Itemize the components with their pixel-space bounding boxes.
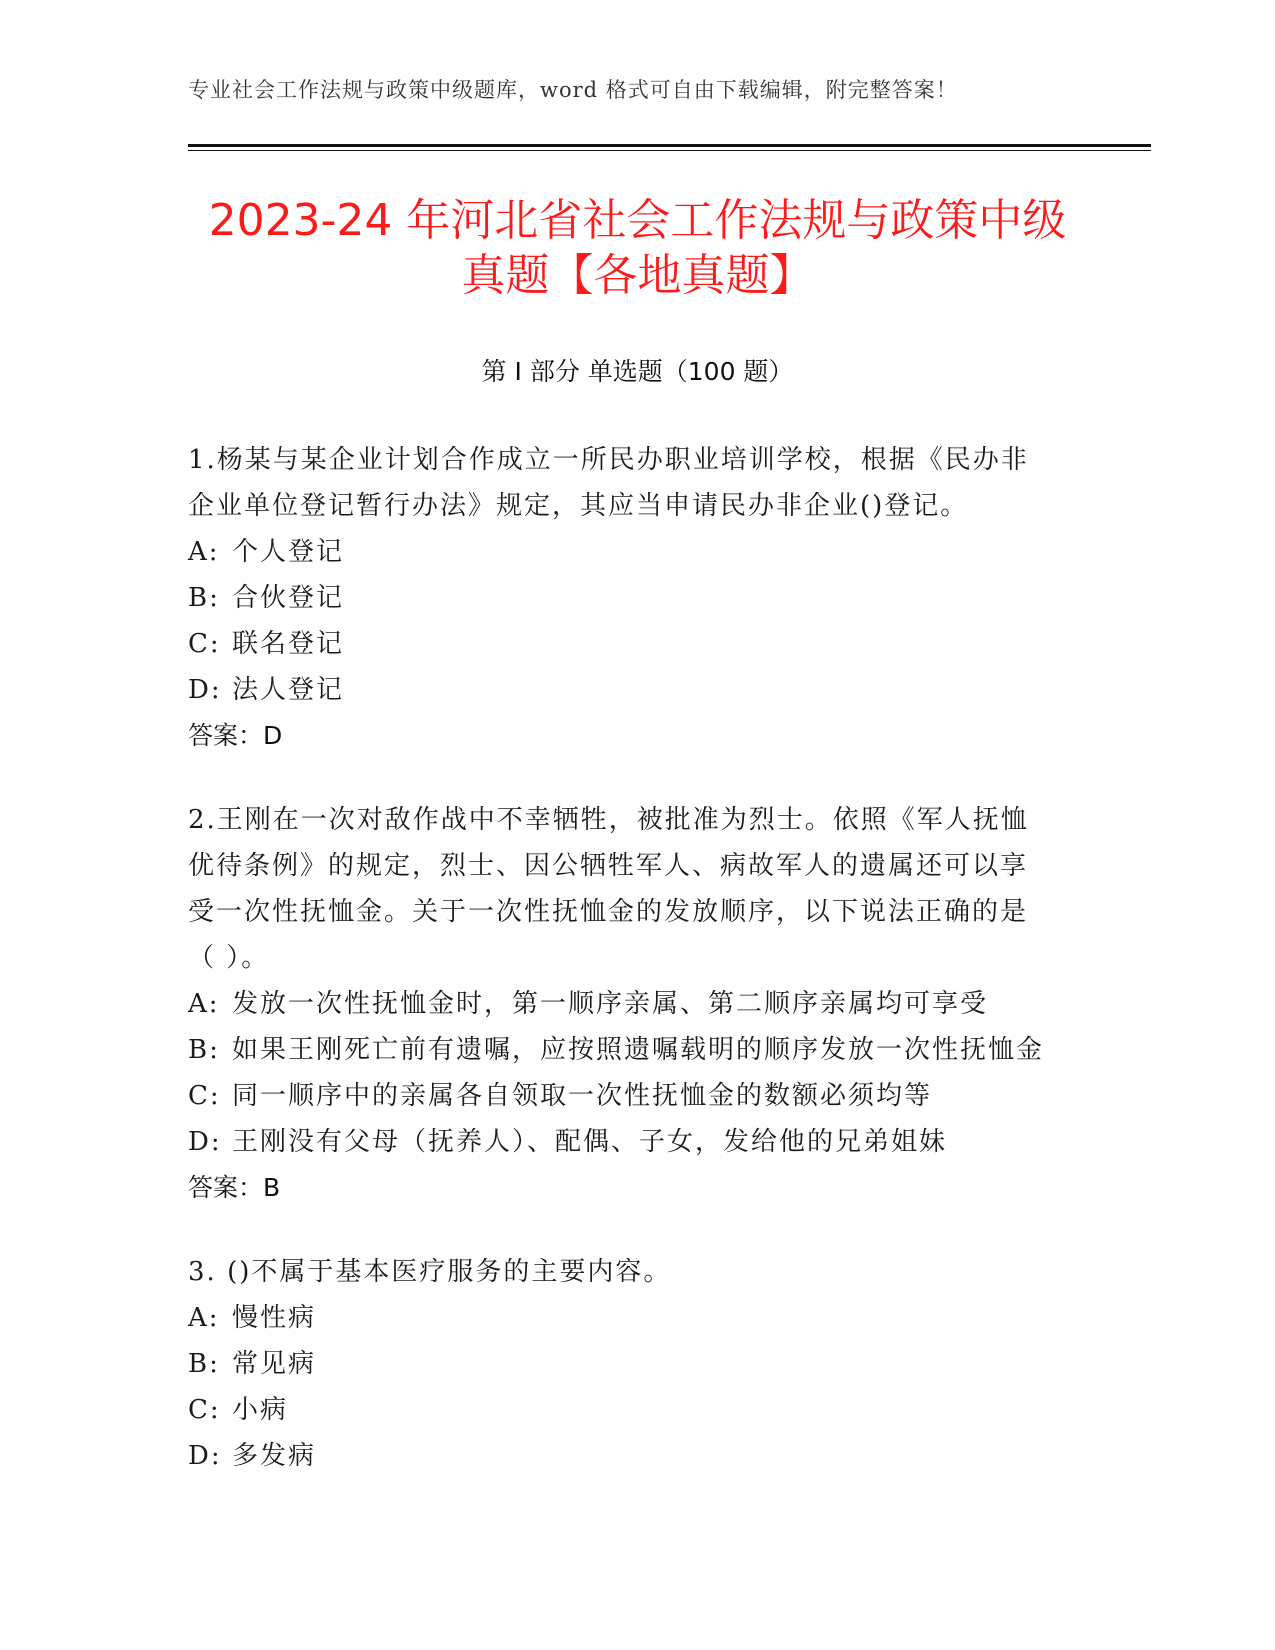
- question-2-option-d: [188, 1119, 1088, 1165]
- question-3: [188, 1249, 1088, 1479]
- option-text: 合伙登记: [232, 583, 345, 613]
- question-3-option-c: [188, 1387, 1088, 1433]
- option-letter: D:: [188, 675, 222, 705]
- question-1-option-c: [188, 621, 1088, 667]
- option-text: 小病: [232, 1395, 289, 1425]
- question-2: [188, 797, 1088, 1211]
- question-1-option-d: [188, 667, 1088, 713]
- option-letter: B:: [188, 1349, 220, 1379]
- question-2-stem-line-4: （ ）。: [188, 943, 270, 973]
- question-1-option-a: [188, 529, 1088, 575]
- option-text: 慢性病: [232, 1303, 317, 1333]
- option-letter: B:: [188, 583, 220, 613]
- option-text: 同一顺序中的亲属各自领取一次性抚恤金的数额必须均等: [232, 1081, 933, 1111]
- option-text: 联名登记: [232, 629, 345, 659]
- option-letter: D:: [188, 1127, 222, 1157]
- question-2-option-a: [188, 981, 1088, 1027]
- option-letter: A:: [188, 989, 220, 1019]
- option-letter: B:: [188, 1035, 220, 1065]
- option-text: 常见病: [232, 1349, 317, 1379]
- option-text: 王刚没有父母（抚养人）、配偶、子女，发给他的兄弟姐妹: [232, 1127, 948, 1157]
- option-letter: A:: [188, 537, 220, 567]
- document-title-line-1: 2023-24 年河北省社会工作法规与政策中级: [208, 195, 1067, 246]
- option-letter: C:: [188, 1081, 221, 1111]
- header-rule-thin: [188, 150, 1151, 151]
- question-3-option-b: [188, 1341, 1088, 1387]
- option-text: 个人登记: [232, 537, 345, 567]
- question-2-stem-line-2: 优待条例》的规定，烈士、因公牺牲军人、病故军人的遗属还可以享: [188, 851, 1029, 881]
- header-rule-thick: [188, 144, 1151, 147]
- option-text: 多发病: [232, 1441, 317, 1471]
- question-1-answer: 答案：D: [188, 721, 283, 750]
- option-letter: D:: [188, 1441, 222, 1471]
- question-3-stem-line-1: 3. ()不属于基本医疗服务的主要内容。: [188, 1257, 672, 1287]
- option-letter: A:: [188, 1303, 220, 1333]
- question-1-stem-line-1: 1.杨某与某企业计划合作成立一所民办职业培训学校，根据《民办非: [188, 445, 1029, 475]
- question-2-option-c: [188, 1073, 1088, 1119]
- question-1-option-b: [188, 575, 1088, 621]
- question-3-option-a: [188, 1295, 1088, 1341]
- header-note: 专业社会工作法规与政策中级题库，word 格式可自由下载编辑，附完整答案！: [188, 78, 958, 102]
- document-title: [150, 193, 1125, 303]
- question-1-stem-line-2: 企业单位登记暂行办法》规定，其应当申请民办非企业()登记。: [188, 491, 969, 521]
- question-2-answer: 答案：B: [188, 1173, 281, 1202]
- option-letter: C:: [188, 1395, 221, 1425]
- question-2-stem-line-3: 受一次性抚恤金。关于一次性抚恤金的发放顺序，以下说法正确的是: [188, 897, 1029, 927]
- question-2-stem-line-1: 2.王刚在一次对敌作战中不幸牺牲，被批准为烈士。依照《军人抚恤: [188, 805, 1029, 835]
- section-title: 第 I 部分 单选题（100 题）: [481, 357, 794, 386]
- option-text: 发放一次性抚恤金时，第一顺序亲属、第二顺序亲属均可享受: [232, 989, 989, 1019]
- question-list: [188, 437, 1088, 1517]
- document-title-line-2: 真题【各地真题】: [461, 250, 814, 301]
- option-text: 如果王刚死亡前有遗嘱，应按照遗嘱载明的顺序发放一次性抚恤金: [232, 1035, 1045, 1065]
- question-2-option-b: [188, 1027, 1088, 1073]
- option-letter: C:: [188, 629, 221, 659]
- question-3-option-d: [188, 1433, 1088, 1479]
- option-text: 法人登记: [232, 675, 345, 705]
- question-1: [188, 437, 1088, 759]
